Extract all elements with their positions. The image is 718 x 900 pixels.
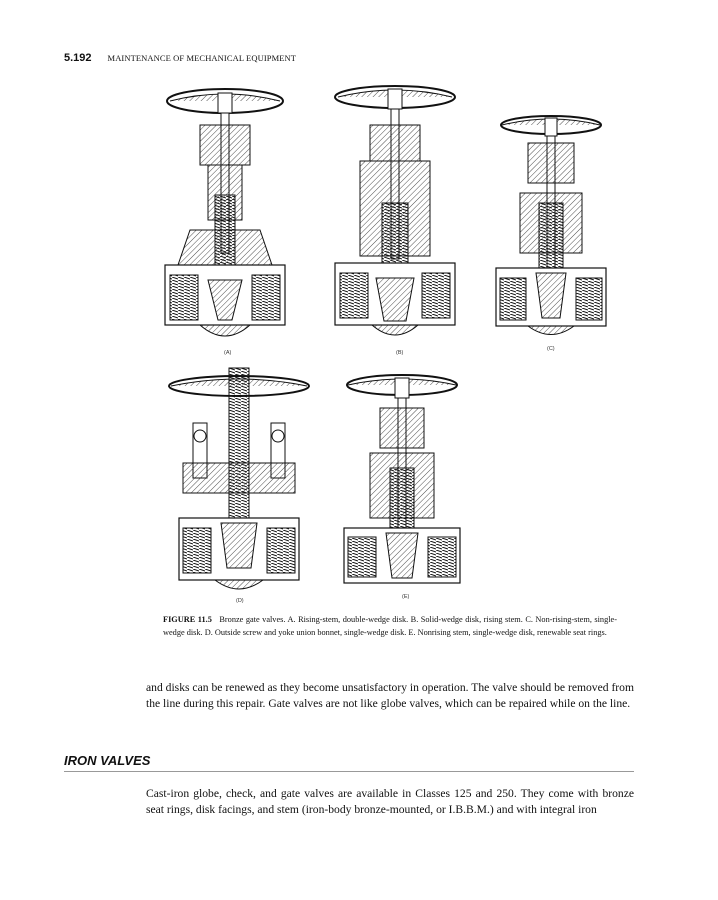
caption-text: Bronze gate valves. A. Rising-stem, double-wedge disk. B. Solid-wedge disk, rising stem. C. Non-rising-stem, single-wedge disk. D. Outside screw and yoke union bonnet, single-wedge disk. E. Nonrising stem, single-wedge disk, renewable seat rings. bbox=[163, 615, 617, 637]
body-paragraph-1: and disks can be renewed as they become unsatisfactory in operation. The valve should be removed from the line during this repair. Gate valves are not like globe valves, which can be repaired while on the line. bbox=[146, 681, 634, 710]
valve-illustration-a bbox=[160, 85, 290, 350]
page-number: 5.192 bbox=[64, 52, 92, 64]
body-paragraph-2: Cast-iron globe, check, and gate valves are available in Classes 125 and 250. They come with bronze seat rings, disk facings, and stem (iron-body bronze-mounted, or I.B.B.M.) and with integral iron bbox=[146, 787, 634, 816]
caption-label: FIGURE 11.5 bbox=[163, 615, 212, 624]
running-title: MAINTENANCE OF MECHANICAL EQUIPMENT bbox=[107, 53, 297, 63]
valve-illustration-e bbox=[340, 373, 465, 595]
panel-label-e: (E) bbox=[402, 594, 410, 600]
valve-illustration-c bbox=[492, 113, 610, 343]
panel-label-d: (D) bbox=[236, 598, 244, 604]
figure-caption bbox=[163, 613, 617, 639]
valve-illustration-d bbox=[163, 368, 315, 598]
panel-label-a: (A) bbox=[224, 350, 232, 356]
valve-illustration-b bbox=[330, 83, 460, 348]
panel-label-c: (C) bbox=[547, 346, 555, 352]
running-header bbox=[64, 52, 296, 66]
panel-label-b: (B) bbox=[396, 350, 404, 356]
section-heading: IRON VALVES bbox=[64, 753, 634, 772]
